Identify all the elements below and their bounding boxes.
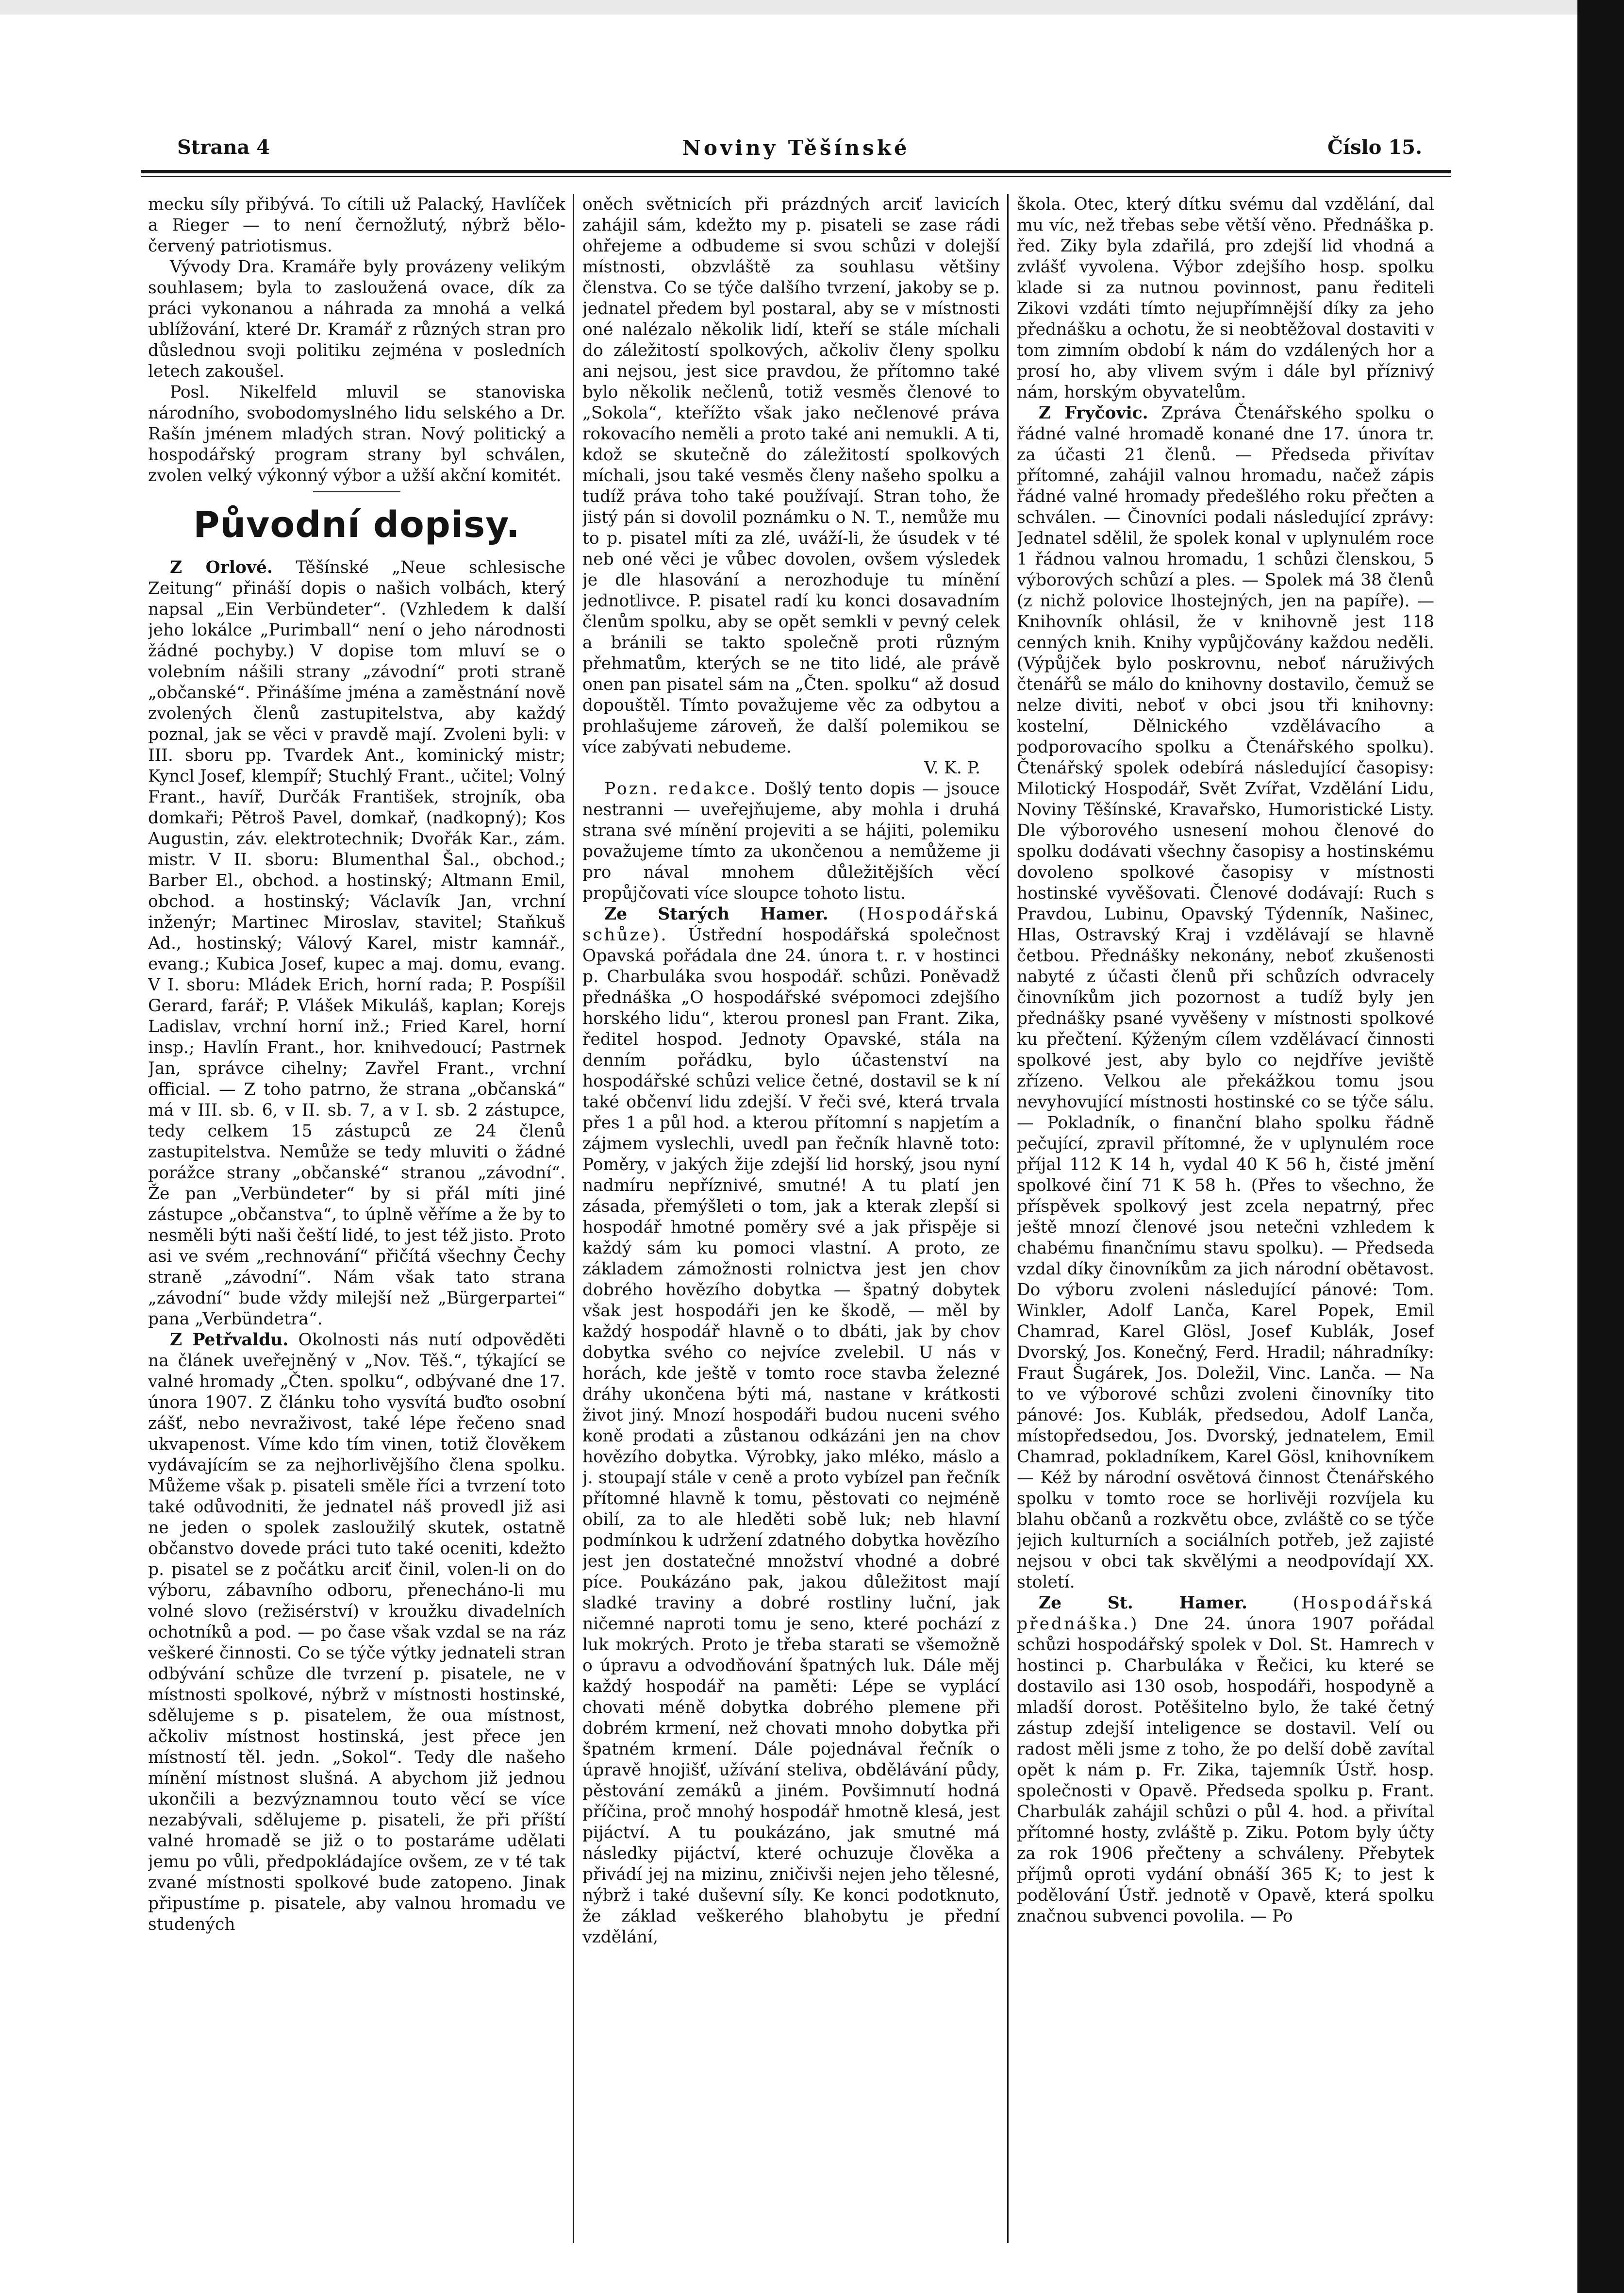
header-rule [141, 170, 1451, 173]
article-text: Došlý tento dopis — jsouce nestranni — uveřejňujeme, aby mohla i druhá strana své mínění projeviti a se hájiti, polemiku považujeme tímto za ukončenou a nemůžeme ji pro nával mnohem důležitějších věcí propůjčovati více sloupce tohoto listu. [582, 779, 1000, 903]
editor-note-label: Pozn. redakce. [604, 779, 758, 799]
article-paragraph: oněch světnicích při prázdných arciť lavicích zahájil sám, kdežto my p. pisateli se zase rádi ohřejeme a odbudeme si svou schůzi v dolejší místnosti, obzvláště za souhlasu většiny členstva. Co se týče dalšího tvrzení, jakoby se p. jednatel předem byl postaral, aby se v místnosti oné nalézalo několik lidí, kteří se stále míchali do záležitostí spolkových, ačkoliv členy spolku ani nejsou, jest sice pravdou, že přítomno také bylo několik nečlenů, totiž vesměs členové to „Sokola“, kteřížto však jako nečlenové práva rokovacího neměli a proto také ani nemukli. A ti, kdož se skutečně do záležitostí spolkových míchali, jsou také vesměs členy našeho spolku a tudíž práva toho také používají. Stran toho, že jistý pán si dovolil poznámku o N. T., nemůže mu to p. pisatel míti za zlé, uváží-li, že úsudek v té neb oné věci je vůbec dovolen, ovšem výsledek je dle hlasování a nerozhoduje tu mínění jednotlivce. P. pisatel radí ku konci dosavadním členům spolku, aby se opět semkli v pevný celek a bránili se takto společně proti různým přehmatům, kterých se ne tito lidé, ale právě onen pan pisatel sám na „Čten. spolku“ až dosud dopouštěl. Tímto považujeme věc za odbytou a prohlašujeme zároveň, že další polemikou se více zabývati nebudeme. [582, 195, 1000, 757]
dateline: Z Petřvaldu. [170, 1330, 289, 1350]
article-paragraph: škola. Otec, který dítku svému dal vzdělání, dal mu víc, než třebas sebe větší věno. Přednáška p. řed. Ziky byla zdařilá, pro zdejší lid vhodná a zvlášť vyvolena. Výbor zdejšího hosp. spolku klade si za nutnou povinnost, panu řediteli Zikovi vzdáti tímto nejupřímnější díky za jeho přednášku a ochotu, že si neobtěžoval dostaviti v tom zimním období k nám do vzdálených hor a prosí ho, aby vlivem svým i dále byl příznivý nám, horským obyvatelům. [1017, 195, 1434, 402]
article-paragraph [148, 1330, 565, 1935]
scan-edge [1577, 0, 1624, 2293]
article-subtitle: (Hospodářská přednáška.) [1017, 1593, 1434, 1634]
column-1 [148, 194, 565, 2243]
dateline: Z Orlové. [170, 558, 273, 577]
article-text: Zpráva Čtenářského spolku o řádné valné hromadě konané dne 17. února tr. za účasti 21 členů. — Předseda přivítav přítomné, zahájil valnou hromadu, načež zápis řádné valné hromady předešlého roku přečten a schválen. — Činovníci podali následující zprávy: Jednatel sdělil, že spolek konal v uplynulém roce 1 řádnou valnou hromadu, 1 schůzi členskou, 5 výborových schůzí a ples. — Spolek má 38 členů (z nichž polovice lhostejných, jen na papíře). — Knihovník ohlásil, že v knihovně jest 118 cenných knih. Knihy vypůjčovány každou neděli. (Výpůjček bylo poskrovnu, neboť náruživých čtenářů se málo do knihovny dostavilo, čemuž se nelze diviti, neboť v obci jsou tři knihovny: kostelní, Dělnického vzdělávacího a podporovacího spolku a Čtenářského spolku). Čtenářský spolek odebírá následující časopisy: Milotický Hospodář, Svět Zvířat, Vzdělání Lidu, Noviny Těšínské, Kravařsko, Humoristické Listy. Dle výborového usnesení mohou členové do spolku dodávati všechny časopisy a hostinskému dovoleno spolkové časopisy v místnosti hostinské vyvěšovati. Členové dodávají: Ruch s Pravdou, Lubinu, Opavský Týdenník, Našinec, Hlas, Ostravský Kraj i vzdělávají se hlavně četbou. Přednášky nekonány, neboť zkušenosti nabyté z účasti členů při schůzích odvracely činovníkům jich pozornost a tudíž byly jen přednášky psané vyvěšeny v místnosti spolkové ku přečtení. Kýženým cílem vzdělávací činnosti spolkové jest, aby bylo co nejdříve jeviště zřízeno. Velkou ale překážkou tomu jsou nevyhovující místnosti hostinské co se týče sálu. — Pokladník, o finanční blaho spolku řádně pečující, zpravil přítomné, že v uplynulém roce příjal 112 K 14 h, vydal 40 K 56 h, čisté jmění spolkové činí 71 K 58 h. (Přes to všechno, že příspěvek spolkový jest zcela nepatrný, přec ještě mnozí členové jsou netečni vzhledem k chabému finančnímu stavu spolku). — Předseda vzdal díky činovníkům za jich národní obětavost. Do výboru zvoleni následující pánové: Tom. Winkler, Adolf Lanča, Karel Popek, Emil Chamrad, Karel Glösl, Josef Kublák, Josef Dvorský, Jos. Konečný, Ferd. Hradil; náhradníky: Fraut Šugárek, Jos. Doležil, Vinc. Lanča. — Na to ve výborové schůzi zvoleni činovníky tito pánové: Jos. Kublák, předsedou, Adolf Lanča, místopředsedou, Jos. Dvorský, jednatelem, Emil Chamrad, pokladníkem, Karel Gösl, knihovníkem — Kéž by národní osvětová činnost Čtenářského spolku v tomto roce se horlivěji rozvíjela ku blahu občanů a rozkvětu obce, zvláště co se týče jejich kulturních a sociálních potřeb, jež zajisté nejsou v obci tak skvělými a neodpovídají XX. století. [1017, 403, 1434, 1592]
article-paragraph [1017, 1593, 1434, 1927]
article-paragraph: mecku síly přibývá. To cítili už Palacký, Havlíček a Rieger — to není černožlutý, nýbrž bělo-červený patriotismus. [148, 195, 565, 256]
column-2 [582, 194, 1000, 2243]
column-3 [1017, 194, 1434, 2243]
scan-top-margin [0, 0, 1624, 15]
dateline: Z Fryčovic. [1039, 403, 1148, 423]
article-paragraph [582, 779, 1000, 904]
section-separator [313, 491, 400, 492]
article-subtitle: (Hospodářská schůze). [582, 904, 1000, 945]
page-number-label: Strana 4 [177, 136, 270, 159]
article-paragraph: Vývody Dra. Kramáře byly provázeny velikým souhlasem; byla to zasloužená ovace, dík za práci vykonanou a náhrada za mnohá a velká ublížování, které Dr. Kramář z různých stran pro důslednou svoji politiku zejména v posledních letech zakoušel. [148, 257, 565, 381]
article-text: Těšínské „Neue schlesische Zeitung“ přináší dopis o našich volbách, který napsal „Ein Verbündeter“. (Vzhledem k další jeho lokálce „Purimball“ není o jeho národnosti žádné pochyby.) V dopise tom mluví se o volebním nášili strany „závodní“ proti straně „občanské“. Přinášíme jména a zaměstnání nově zvolených členů zastupitelstva, aby každý poznal, jak se věci v pravdě mají. Zvoleni byli: v III. sboru pp. Tvardek Ant., kominický mistr; Kyncl Josef, klempíř; Stuchlý Frant., učitel; Volný Frant., havíř, Durčák František, strojník, oba domkaři; Pětroš Pavel, domkař, (nadkopný); Kos Augustin, záv. elektrotechnik; Dvořák Kar., zám. mistr. V II. sboru: Blumenthal Šal., obchod.; Barber El., obchod. a hostinský; Altmann Emil, obchod. a hostinský; Václavík Jan, vrchní inženýr; Martinec Miroslav, stavitel; Staňkuš Ad., hostinský; Válový Karel, mistr kamnář., evang.; Kubica Josef, kupec a maj. domu, evang. V I. sboru: Mládek Erich, horní rada; P. Pospíšil Gerard, farář; P. Vlášek Mikuláš, kaplan; Korejs Ladislav, vrchní horní inž.; Fried Karel, horní insp.; Havlín Frant., hor. knihvedoucí; Pastrnek Jan, správce cihelny; Zavřel Frant., vrchní official. — Z toho patrno, že strana „občanská“ má v III. sb. 6, v II. sb. 7, a v I. sb. 2 zástupce, tedy celkem 15 zástupců ze 24 členů zastupitelstva. Nemůže se tedy mluviti o žádné porážce strany „občanské“ stranou „závodní“. Že pan „Verbündeter“ by si přál míti jiné zástupce „občanstva“, to úplně věříme a že by to nesměli býti naši čeští lidé, to jest též jisto. Proto asi ve svém „rechnování“ přičítá všechny Čechy straně „závodní“. Nám však tato strana „závodní“ bude vždy milejší než „Bürgerpartei“ pana „Verbündetra“. [148, 558, 565, 1329]
masthead-title: Noviny Těšínské [682, 136, 910, 160]
article-paragraph [148, 557, 565, 1330]
dateline: Ze St. Hamer. [1039, 1593, 1248, 1613]
page-header [141, 136, 1451, 170]
article-text: Ústřední hospodářská společnost Opavská pořádala dne 24. února t. r. v hostinci p. Charbuláka svou hospodář. schůzi. Poněvadž přednáška „O hospodářské svépomoci zdejšího horského lidu“, kterou pronesl pan Frant. Zika, ředitel hospod. Jednoty Opavské, stála na denním pořádku, bylo účastenství na hospodářské schůzi velice četné, dostavil se k ní také občenví lidu zdejší. V řeči své, která trvala přes 1 a půl hod. a kterou přítomní s napjetím a zájmem vyslechli, uvedl pan řečník hlavně toto: Poměry, v jakých žije zdejší lid horský, jsou nyní nadmíru nepříznivé, smutné! A tu platí jen zásada, přemýšleti o tom, jak a kterak zlepší si hospodář hmotné poměry své a jak přispěje si každý sám ku pomoci vlastní. A proto, ze základem zámožnosti rolnictva jest jen chov dobrého hovězího dobytka — špatný dobytek však jest hospodáři jen ke škodě, — měl by každý hospodář hlavně o to dbáti, jak by chov dobytka svého co nejvíce zvelebil. U nás v horách, kde ještě v tomto roce stavba železné dráhy ukončena býti má, nastane v krátkosti život jiný. Mnozí hospodáři budou nuceni svého koně prodati a zůstanou odkázáni jen na chov hovězího dobytka. Výrobky, jako mléko, máslo a j. stoupají stále v ceně a proto vybízel pan řečník přítomné hlavně k tomu, pěstovati co nejméně obilí, za to ale hleděti sobě luk; neb hlavní podmínkou k udržení zdatného dobytka hovězího jest jen dostatečné množství vhodné a dobré píce. Poukázáno pak, jakou důležitost mají sladké traviny a dobré rostliny luční, jak ničemné naproti tomu je seno, které pochází z luk mokrých. Proto je třeba starati se všemožně o úpravu a odvodňování špatných luk. Dále měj každý hospodář na paměti: Lépe se vyplácí chovati méně dobytka dobrého plemene při dobrém krmení, než chovati mnoho dobytka při špatném krmení. Dále pojednával řečník o úpravě hnojišť, užívání steliva, obdělávání půdy, pěstování zemáků a jiném. Povšimnutí hodná příčina, proč mnohý hospodář hmotně klesá, jest pijáctví. A tu poukázáno, jak smutné má následky pijáctví, které ochuzuje člověka a přivádí jej na mizinu, zničivši nejen jeho tělesné, nýbrž i také duševní síly. Ke konci podotknuto, že základ veškerého blahobytu je přední vzdělání, [582, 925, 1000, 1947]
column-divider [1007, 194, 1009, 2243]
dateline: Ze Starých Hamer. [604, 904, 829, 924]
signature: V. K. P. [924, 758, 980, 778]
article-paragraph [1017, 403, 1434, 1593]
section-heading: Původní dopisy. [193, 504, 520, 546]
newspaper-page [141, 121, 1451, 2267]
article-text: Dne 24. února 1907 pořádal schůzi hospodářský spolek v Dol. St. Hamrech v hostinci p. Charbuláka v Řečici, ku které se dostavilo asi 130 osob, hospodáři, hospodyně a mladší dorost. Potěšitelno bylo, že také četný zástup zdejší inteligence se dostavil. Velí ou radost měli jsme z toho, že po delší době zavítal opět k nám p. Fr. Zika, tajemník Ústř. hosp. společnosti v Opavě. Předseda spolku p. Frant. Charbulák zahájil schůzi o půl 4. hod. a přivítal přítomné hosty, zvláště p. Ziku. Potom byly účty za rok 1906 přečteny a schváleny. Přebytek příjmů oproti vydání obnáší 365 K; to jest k podělování Ústř. jednotě v Opavě, která spolku značnou subvenci povolila. — Po [1017, 1614, 1434, 1926]
article-text: Okolnosti nás nutí odpověděti na článek uveřejněný v „Nov. Těš.“, týkající se valné hromady „Čten. spolku“, odbývané dne 17. února 1907. Z článku toho vysvítá buďto osobní zášť, nebo nevraživost, také lépe řečeno snad ukvapenost. Víme kdo tím vinen, totiž člověkem vydávajícím se za nejhorlivějšího člena spolku. Můžeme však p. pisateli směle říci a tvrzení toto také odůvodniti, že jednatel náš provedl již asi ne jeden o spolek zasloužilý skutek, ostatně občanstvo dovede práci tuto také oceniti, kdežto p. pisatel se z počátku arciť činil, volen-li on do výboru, zábavního odboru, přenecháno-li mu volné slovo (režisérství) v kroužku divadelních ochotníků a pod. — po čase však vzdal se na ráz veškeré činnosti. Co se týče výtky jednateli stran odbývání schůze dle tvrzení p. pisatele, ne v místnosti spolkové, nýbrž v místnosti hostinské, sdělujeme s p. pisatelem, že oua místnost, ačkoliv místnost hostinská, jest přece jen místností těl. jedn. „Sokol“. Tedy dle našeho mínění místnost slušná. A abychom již jednou ukončili a bezvýznamnou touto věcí se více nezabývali, sdělujeme p. pisateli, že při příští valné hromadě se již o to postaráme udělati jemu po vůli, předpokládajíce ovšem, ze v té tak zvané místnosti spolkové bude zatopeno. Jinak připustíme p. pisatele, aby valnou hromadu ve studených [148, 1330, 565, 1934]
issue-number-label: Číslo 15. [1327, 136, 1422, 159]
article-paragraph: Posl. Nikelfeld mluvil se stanoviska národního, svobodomyslného lidu selského a Dr. Rašín jménem mladých stran. Nový politický a hospodářský program strany byl schválen, zvolen velký výkonný výbor a užší akční komitét. [148, 383, 565, 485]
article-paragraph [582, 904, 1000, 1948]
header-rule-thin [141, 176, 1451, 177]
column-divider [573, 194, 574, 2243]
